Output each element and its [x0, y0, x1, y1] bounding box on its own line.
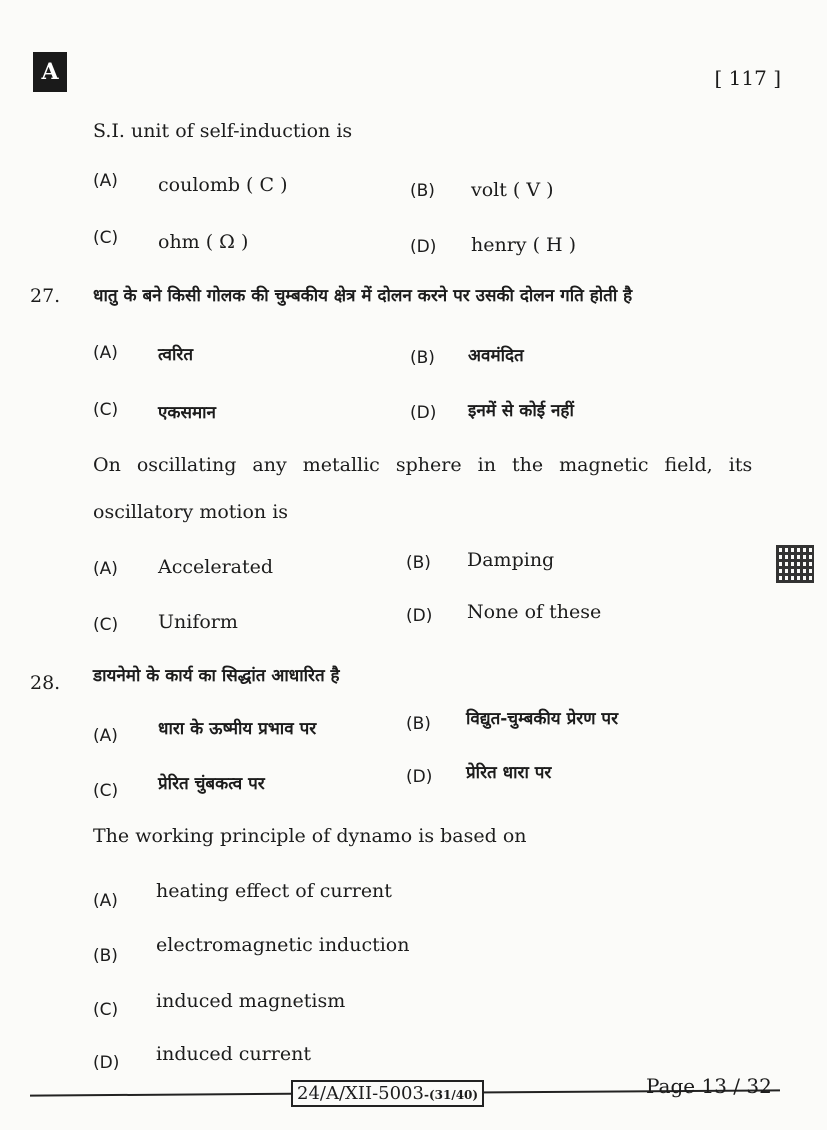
q27-en-opt-a: Accelerated — [158, 556, 274, 578]
q26-opt-a-label: (A) — [93, 171, 118, 191]
q28-hi-opt-c-label: (C) — [93, 781, 119, 801]
q28-number: 28. — [30, 672, 61, 694]
qr-code-icon — [776, 545, 814, 583]
q26-opt-c-label: (C) — [93, 228, 119, 248]
q28-hi-opt-c: प्रेरित चुंबकत्व पर — [158, 774, 265, 794]
q28-en-opt-c-label: (C) — [93, 1000, 119, 1020]
q28-hi-opt-a-label: (A) — [93, 726, 118, 746]
q27-hi-opt-d: इनमें से कोई नहीं — [468, 401, 574, 421]
q27-stem-hindi: धातु के बने किसी गोलक की चुम्बकीय क्षेत्र में दोलन करने पर उसकी दोलन गति होती है — [93, 286, 633, 306]
q28-hi-opt-a: धारा के ऊष्मीय प्रभाव पर — [158, 719, 317, 739]
q27-hi-opt-a-label: (A) — [93, 343, 118, 363]
q27-en-opt-d-label: (D) — [406, 606, 433, 626]
q26-opt-b: volt ( V ) — [471, 179, 554, 201]
footer-page-number: Page 13 / 32 — [646, 1074, 772, 1098]
q28-en-opt-b-label: (B) — [93, 946, 118, 966]
q26-opt-d-label: (D) — [410, 237, 437, 257]
q27-hi-opt-b-label: (B) — [410, 348, 435, 368]
paper-code-suffix: -(31/40) — [423, 1088, 479, 1102]
q28-en-opt-a-label: (A) — [93, 891, 118, 911]
q27-hi-opt-c: एकसमान — [158, 403, 216, 423]
q27-en-opt-a-label: (A) — [93, 559, 118, 579]
q28-en-opt-d: induced current — [156, 1043, 311, 1065]
q26-stem: S.I. unit of self-induction is — [93, 120, 353, 142]
q28-en-opt-d-label: (D) — [93, 1053, 120, 1073]
q27-stem-english-line2: oscillatory motion is — [93, 501, 289, 523]
q28-en-opt-c: induced magnetism — [156, 990, 346, 1012]
q27-stem-english-line1: On oscillating any metallic sphere in the magnetic field, its — [93, 454, 753, 476]
q28-stem-english: The working principle of dynamo is based on — [93, 825, 527, 847]
q28-hi-opt-d-label: (D) — [406, 767, 433, 787]
set-badge: A — [33, 52, 67, 92]
q28-hi-opt-b: विद्युत-चुम्बकीय प्रेरण पर — [466, 709, 619, 729]
q26-opt-d: henry ( H ) — [471, 234, 577, 256]
q27-hi-opt-b: अवमंदित — [468, 346, 524, 366]
q27-hi-opt-a: त्वरित — [158, 345, 194, 365]
q27-en-opt-c-label: (C) — [93, 615, 119, 635]
q26-opt-b-label: (B) — [410, 181, 435, 201]
q26-opt-a: coulomb ( C ) — [158, 174, 288, 196]
paper-code-main: 24/A/XII-5003 — [297, 1083, 424, 1104]
q28-en-opt-a: heating effect of current — [156, 880, 392, 902]
q27-en-opt-b: Damping — [467, 549, 555, 571]
q28-stem-hindi: डायनेमो के कार्य का सिद्धांत आधारित है — [93, 666, 340, 686]
paper-code — [291, 1080, 484, 1107]
q27-en-opt-b-label: (B) — [406, 553, 431, 573]
q28-hi-opt-d: प्रेरित धारा पर — [466, 763, 552, 783]
q28-en-opt-b: electromagnetic induction — [156, 934, 410, 956]
q27-en-opt-d: None of these — [467, 601, 602, 623]
q27-en-opt-c: Uniform — [158, 611, 238, 633]
q27-hi-opt-c-label: (C) — [93, 400, 119, 420]
q28-hi-opt-b-label: (B) — [406, 714, 431, 734]
q27-number: 27. — [30, 285, 61, 307]
page-reference: [ 117 ] — [714, 66, 781, 90]
q26-opt-c: ohm ( Ω ) — [158, 231, 249, 253]
q27-hi-opt-d-label: (D) — [410, 403, 437, 423]
